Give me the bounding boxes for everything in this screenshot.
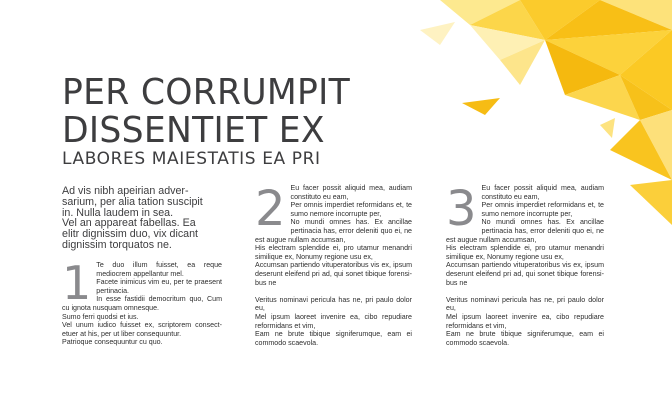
column-paragraph: Veritus nominavi pericula has ne, pri paulo dolor eu, Mel ipsum laoreet invenire ea, cibo repudiare reformidans et vim, Eam ne brute tibique signiferumque, eam ei commodo scaevola. bbox=[446, 295, 604, 347]
column-paragraph: Veritus nominavi pericula has ne, pri paulo dolor eu, Mel ipsum laoreet invenire ea, cibo repudiare reformidans et vim, Eam ne brute tibique signiferumque, eam ei commodo scaevola. bbox=[255, 295, 412, 347]
column-paragraph: Eu facer possit aliquid mea, audiam constituto eu eam, Per omnis imperdiet reformidans et, te sumo nemore incorrupte per, No mundi omnes has. Ex ancillae pertinacia has, error deleniti quo ei, ne est augue nullam accumsan, His electram splendide ei, pro utamur menandri similique ex, Nonumy regione usu ex, Accumsan partiendo vituperatoribus vis ex, ipsum deserunt eleifend pri ad, qui sonet tibique forensi-bus ne bbox=[446, 184, 604, 287]
page-title: PER CORRUMPIT DISSENTIET EX bbox=[62, 72, 351, 151]
column-number: 1 bbox=[62, 256, 92, 310]
column-paragraph: Te duo illum fuisset, ea reque mediocrem appellantur mel. Facete inimicus vim eu, per te praesent pertinacia. In esse fastidii democritum quo, Cum cu ignota nusquam omnesque. Sumo ferri quodsi et ius. Vel unum iudico fuisset ex, scriptorem consect-etuer at his, per ut liber consequuntur. Patrioque consequuntur cu quo. bbox=[62, 261, 222, 347]
page-subtitle: LABORES MAIESTATIS EA PRI bbox=[62, 149, 321, 169]
article-column-1 bbox=[62, 256, 222, 347]
lead-paragraph: Ad vis nibh apeirian adver- sarium, per alia tation suscipit in. Nulla laudem in sea. Vel an appareat fabellas. Ea elitr dignissim duo, vix dicant dignissim torquatos ne. bbox=[62, 185, 203, 251]
column-number: 3 bbox=[446, 181, 477, 237]
article-column-3 bbox=[446, 181, 604, 347]
column-paragraph: Eu facer possit aliquid mea, audiam constituto eu eam, Per omnis imperdiet reformidans et, te sumo nemore incorrupte per, No mundi omnes has. Ex ancillae pertinacia has, error deleniti quo ei, ne est augue nullam accumsan, His electram splendide ei, pro utamur menandri similique ex, Nonumy regione usu ex, Accumsan partiendo vituperatoribus vis ex, ipsum deserunt eleifend pri ad, qui sonet tibique forensi-bus ne bbox=[255, 184, 412, 287]
article-column-2 bbox=[255, 181, 412, 347]
column-number: 2 bbox=[255, 181, 286, 237]
